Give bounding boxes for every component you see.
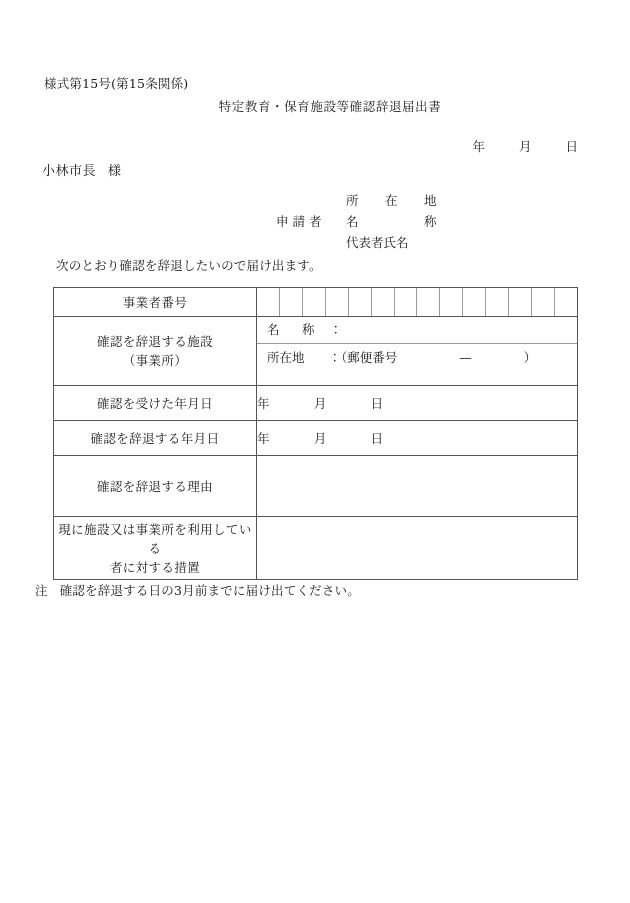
- form-number: 様式第15号(第15条関係): [44, 76, 189, 91]
- business-number-cell[interactable]: [349, 288, 372, 316]
- facility-label-line2: （事業所）: [122, 353, 188, 368]
- footer-note: [35, 581, 360, 599]
- applicant-address-label: 所 在 地: [346, 193, 444, 208]
- business-number-cell[interactable]: [440, 288, 463, 316]
- measures-label-line2: 者に対する措置: [109, 559, 201, 575]
- facility-postal-open: （郵便番号: [341, 350, 398, 365]
- date-month-label: 月: [518, 139, 532, 154]
- measures-label-line1: 現に施設又は事業所を利用している: [58, 521, 252, 556]
- submission-date-line: [472, 137, 578, 155]
- facility-fields: [257, 317, 578, 386]
- table-row-facility: [54, 317, 578, 386]
- applicant-representative-label: 代表者氏名: [346, 235, 409, 250]
- business-number-field[interactable]: [257, 288, 578, 317]
- table-row-reason: [54, 456, 578, 517]
- facility-label: [54, 317, 257, 386]
- withdrawal-form-table: [53, 287, 578, 580]
- table-row-measures: [54, 517, 578, 580]
- business-number-cell[interactable]: [280, 288, 303, 316]
- measures-label: [54, 517, 257, 580]
- facility-name-field[interactable]: [257, 317, 577, 344]
- facility-label-line1: 確認を辞退する施設: [96, 334, 214, 349]
- reason-field[interactable]: [257, 456, 578, 517]
- intro-text: 次のとおり確認を辞退したいので届け出ます。: [56, 258, 322, 273]
- business-number-cell[interactable]: [555, 288, 577, 316]
- business-number-cell[interactable]: [326, 288, 349, 316]
- facility-address-separator: ：: [328, 350, 342, 365]
- withdraw-date-day: 日: [370, 431, 384, 446]
- addressee-name: 小林市長: [42, 164, 97, 179]
- facility-postal-dash: —: [459, 350, 472, 365]
- business-number-cell[interactable]: [303, 288, 326, 316]
- confirmed-date-year: 年: [257, 396, 270, 411]
- measures-field[interactable]: [257, 517, 578, 580]
- business-number-cell[interactable]: [257, 288, 280, 316]
- addressee: [42, 160, 122, 179]
- business-number-cell[interactable]: [463, 288, 486, 316]
- withdraw-date-month: 月: [313, 431, 327, 446]
- note-text: 確認を辞退する日の3月前までに届け出てください。: [59, 583, 360, 598]
- document-title: 特定教育・保育施設等確認辞退届出書: [218, 99, 442, 114]
- business-number-cell[interactable]: [372, 288, 395, 316]
- withdraw-date-year: 年: [257, 431, 270, 446]
- confirmed-date-label: 確認を受けた年月日: [54, 386, 257, 421]
- facility-address-field[interactable]: [257, 344, 577, 385]
- applicant-lead-label: 申請者: [276, 214, 326, 229]
- applicant-name-label: 名 称: [346, 214, 444, 229]
- table-row-withdraw-date: [54, 421, 578, 456]
- table-row-confirmed-date: [54, 386, 578, 421]
- facility-address-label: 所在地: [267, 350, 305, 365]
- reason-label: 確認を辞退する理由: [54, 456, 257, 517]
- confirmed-date-month: 月: [313, 396, 327, 411]
- note-marker: 注: [35, 583, 48, 598]
- business-number-cell[interactable]: [532, 288, 555, 316]
- confirmed-date-field[interactable]: [257, 386, 578, 421]
- business-number-label: 事業者番号: [54, 288, 257, 317]
- business-number-cell[interactable]: [509, 288, 532, 316]
- facility-name-label: 名 称: [267, 322, 320, 337]
- business-number-grid[interactable]: [257, 288, 577, 316]
- facility-name-separator: ：: [329, 322, 343, 337]
- business-number-cell[interactable]: [417, 288, 440, 316]
- date-year-label: 年: [472, 139, 485, 154]
- business-number-cell[interactable]: [395, 288, 418, 316]
- business-number-cell[interactable]: [486, 288, 509, 316]
- table-row-business-number: [54, 288, 578, 317]
- withdraw-date-label: 確認を辞退する年月日: [54, 421, 257, 456]
- facility-postal-close: ）: [523, 350, 537, 365]
- confirmed-date-day: 日: [370, 396, 384, 411]
- addressee-honorific: 様: [108, 164, 122, 179]
- withdraw-date-field[interactable]: [257, 421, 578, 456]
- date-day-label: 日: [565, 139, 578, 154]
